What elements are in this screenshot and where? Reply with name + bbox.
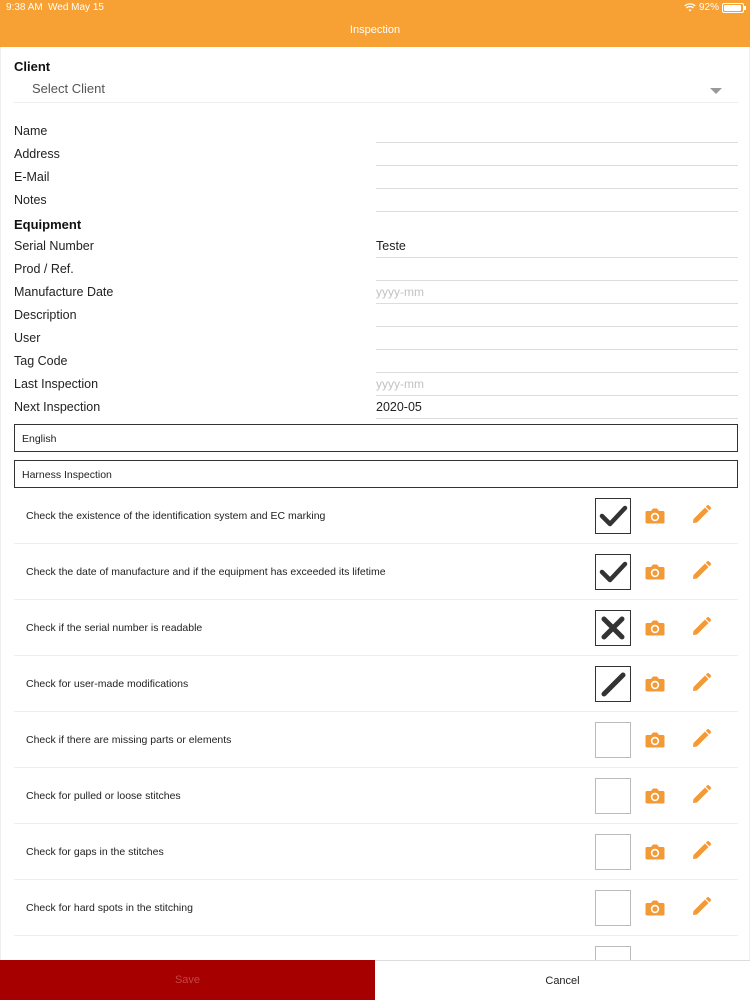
- bottom-action-bar: [0, 960, 750, 1000]
- field-row-manufacture-date: [14, 282, 738, 305]
- checklist-item: [14, 488, 738, 544]
- address-input[interactable]: [376, 144, 738, 166]
- field-row-next-inspection: [14, 397, 738, 420]
- pencil-icon[interactable]: [690, 896, 712, 918]
- equipment-section-title: Equipment: [14, 217, 82, 232]
- field-row-serial-number: [14, 236, 738, 259]
- checklist-item-text: Check the date of manufacture and if the equipment has exceeded its lifetime: [26, 566, 386, 578]
- field-row-description: [14, 305, 738, 328]
- camera-icon[interactable]: [644, 617, 666, 639]
- nav-bar: [0, 14, 750, 47]
- checkmark-icon: [598, 501, 628, 531]
- status-right: [684, 2, 744, 13]
- checklist-checkbox[interactable]: [595, 890, 631, 926]
- field-label: Prod / Ref.: [14, 262, 74, 276]
- field-row-address: [14, 144, 738, 167]
- field-row-prod-ref: [14, 259, 738, 282]
- status-time: 9:38 AM: [6, 2, 43, 13]
- checklist-checkbox[interactable]: [595, 666, 631, 702]
- checklist-item: [14, 544, 738, 600]
- description-input[interactable]: [376, 305, 738, 327]
- camera-icon[interactable]: [644, 897, 666, 919]
- checklist-item-text: Check if the serial number is readable: [26, 622, 203, 634]
- checklist-item: [14, 768, 738, 824]
- inspection-type-select[interactable]: Harness Inspection: [14, 460, 738, 488]
- field-row-name: [14, 121, 738, 144]
- field-label: Notes: [14, 193, 47, 207]
- pencil-icon[interactable]: [690, 504, 712, 526]
- client-select-value: Select Client: [32, 81, 105, 96]
- checklist-item-text: Check for pulled or loose stitches: [26, 790, 181, 802]
- camera-icon[interactable]: [644, 841, 666, 863]
- checklist-item: [14, 936, 738, 960]
- battery-icon: [722, 3, 744, 13]
- checklist-item-text: Check for gaps in the stitches: [26, 846, 164, 858]
- checklist-item: [14, 824, 738, 880]
- checklist-item: [14, 656, 738, 712]
- slash-icon: [598, 669, 628, 699]
- checkmark-icon: [598, 557, 628, 587]
- status-bar: [0, 0, 750, 14]
- prod-ref-input[interactable]: [376, 259, 738, 281]
- form-content[interactable]: [0, 47, 750, 960]
- camera-icon[interactable]: [644, 785, 666, 807]
- save-button[interactable]: Save: [0, 960, 375, 1000]
- page-title: Inspection: [349, 24, 401, 36]
- client-section-title: Client: [14, 59, 51, 74]
- last-inspection-input[interactable]: yyyy-mm: [376, 374, 738, 396]
- status-date: Wed May 15: [48, 2, 104, 13]
- checklist-checkbox[interactable]: [595, 498, 631, 534]
- checklist-checkbox[interactable]: [595, 554, 631, 590]
- checklist-item-text: Check for user-made modifications: [26, 678, 189, 690]
- field-label: Last Inspection: [14, 377, 99, 391]
- checklist-checkbox[interactable]: [595, 778, 631, 814]
- checklist-item-text: Check for hard spots in the stitching: [26, 902, 193, 914]
- notes-input[interactable]: [376, 190, 738, 212]
- pencil-icon[interactable]: [690, 672, 712, 694]
- field-row-tag-code: [14, 351, 738, 374]
- tag-code-input[interactable]: [376, 351, 738, 373]
- checklist-checkbox[interactable]: [595, 610, 631, 646]
- field-row-email: [14, 167, 738, 190]
- serial-number-input[interactable]: Teste: [376, 236, 738, 258]
- battery-percent: 92%: [698, 2, 719, 13]
- pencil-icon[interactable]: [690, 728, 712, 750]
- checklist-item: [14, 712, 738, 768]
- pencil-icon[interactable]: [690, 616, 712, 638]
- pencil-icon[interactable]: [690, 784, 712, 806]
- field-label: E-Mail: [14, 170, 50, 184]
- camera-icon[interactable]: [644, 673, 666, 695]
- cross-icon: [598, 613, 628, 643]
- chevron-down-icon: [710, 88, 722, 94]
- checklist-checkbox[interactable]: [595, 722, 631, 758]
- field-row-last-inspection: [14, 374, 738, 397]
- user-input[interactable]: [376, 328, 738, 350]
- wifi-icon: [684, 3, 696, 12]
- checklist-item-text: Check if there are missing parts or elements: [26, 734, 232, 746]
- email-input[interactable]: [376, 167, 738, 189]
- cancel-button[interactable]: Cancel: [375, 960, 750, 1000]
- manufacture-date-input[interactable]: yyyy-mm: [376, 282, 738, 304]
- checklist-checkbox[interactable]: [595, 946, 631, 960]
- name-input[interactable]: [376, 121, 738, 143]
- field-label: User: [14, 331, 41, 345]
- checklist-item: [14, 880, 738, 936]
- camera-icon[interactable]: [644, 729, 666, 751]
- checklist-item-text: Check the existence of the identification system and EC marking: [26, 510, 326, 522]
- pencil-icon[interactable]: [690, 840, 712, 862]
- field-label: Serial Number: [14, 239, 94, 253]
- pencil-icon[interactable]: [690, 560, 712, 582]
- checklist-checkbox[interactable]: [595, 834, 631, 870]
- language-select[interactable]: English: [14, 424, 738, 452]
- camera-icon[interactable]: [644, 505, 666, 527]
- next-inspection-input[interactable]: 2020-05: [376, 397, 738, 419]
- field-label: Address: [14, 147, 60, 161]
- field-label: Description: [14, 308, 77, 322]
- field-row-notes: [14, 190, 738, 213]
- camera-icon[interactable]: [644, 561, 666, 583]
- field-label: Manufacture Date: [14, 285, 114, 299]
- field-row-user: [14, 328, 738, 351]
- checklist-item: [14, 600, 738, 656]
- client-select[interactable]: [14, 77, 738, 103]
- field-label: Next Inspection: [14, 400, 101, 414]
- field-label: Tag Code: [14, 354, 68, 368]
- field-label: Name: [14, 124, 48, 138]
